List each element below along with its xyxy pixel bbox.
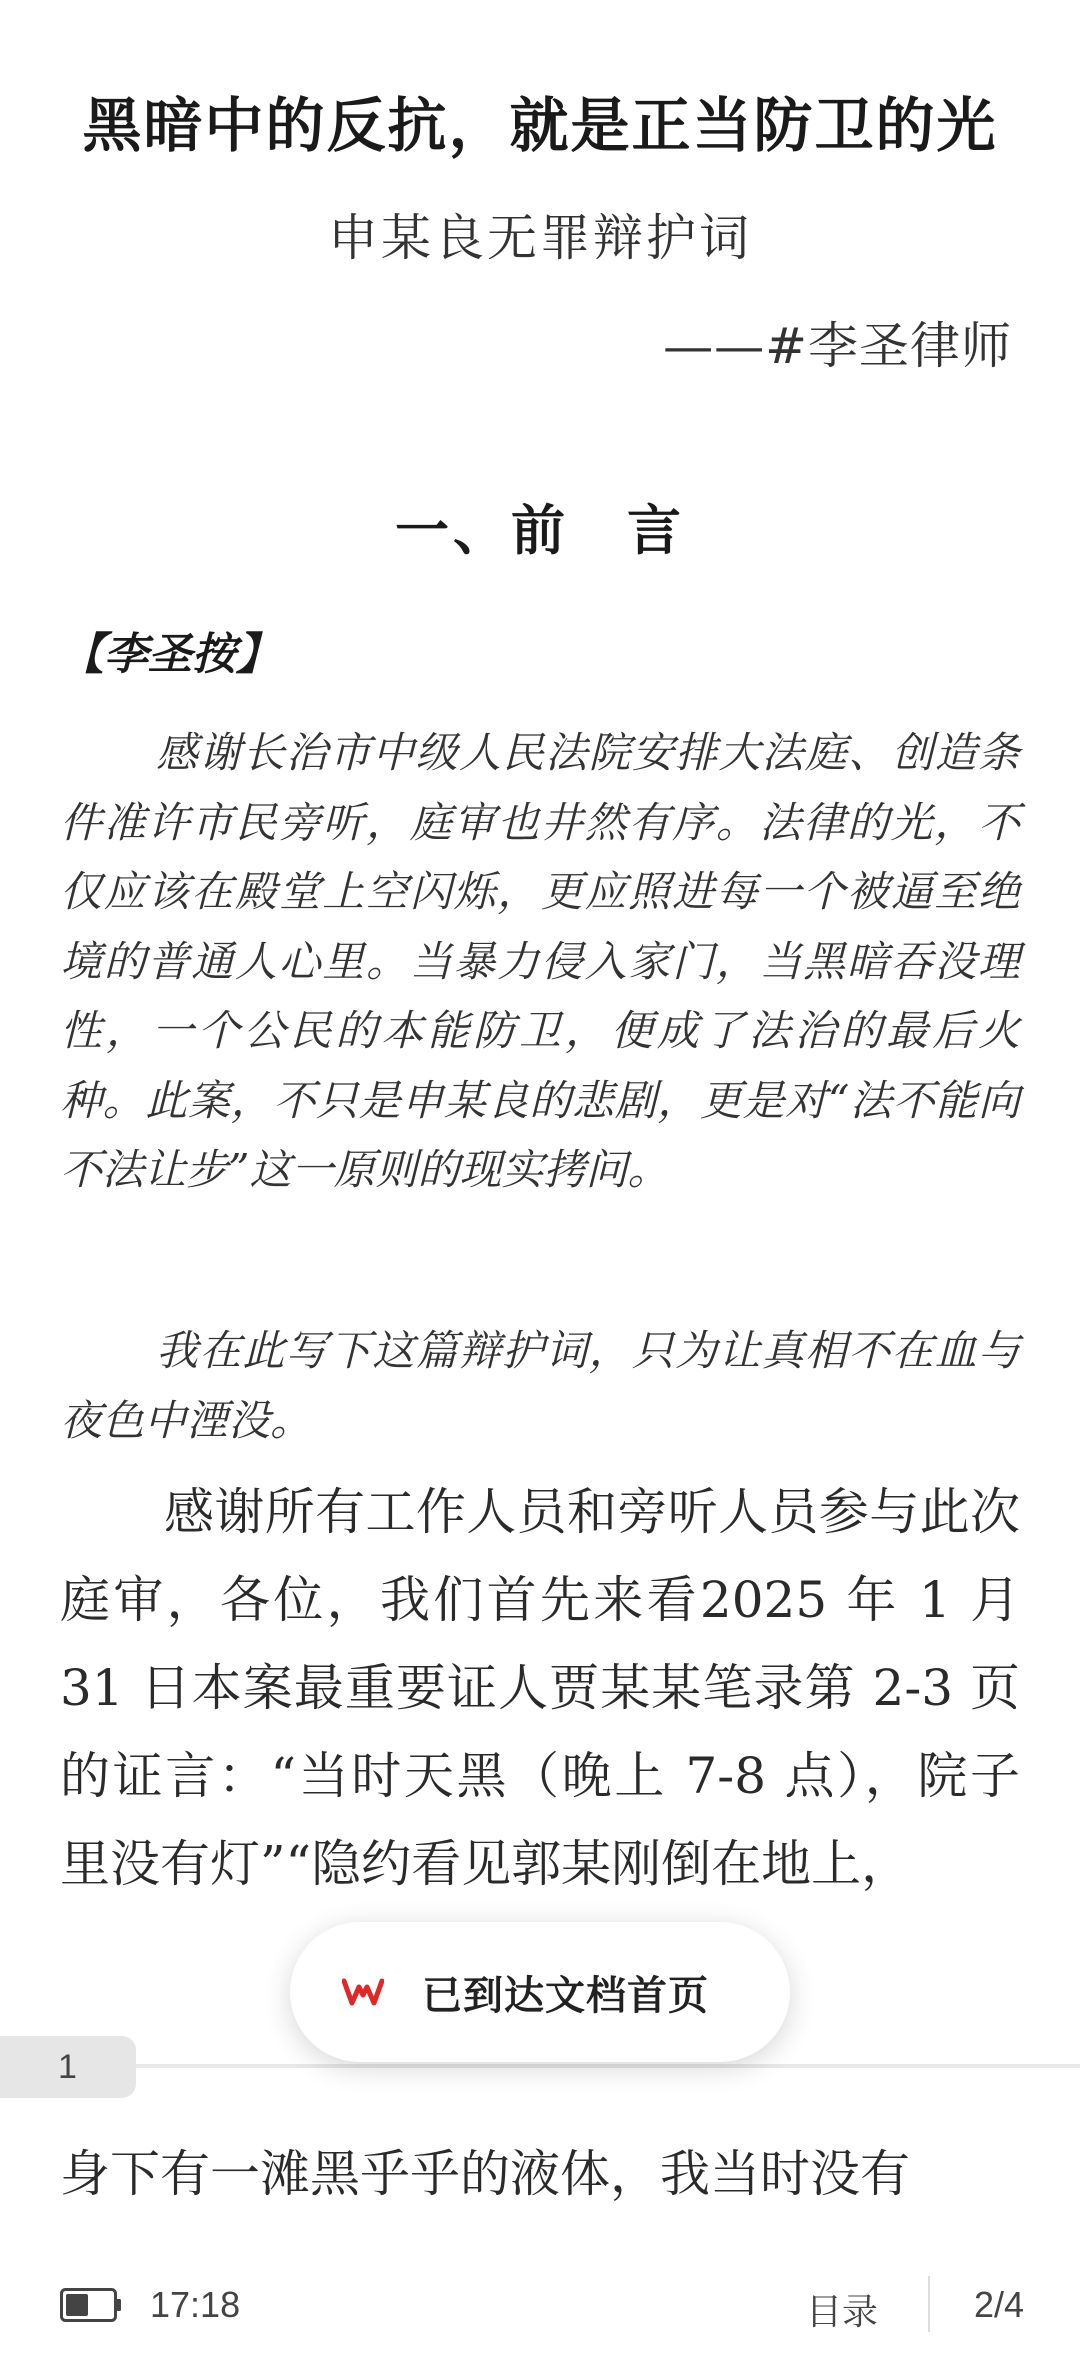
toast-text: 已到达文档首页 xyxy=(422,1973,709,2018)
body-paragraph: 感谢所有工作人员和旁听人员参与此次庭审，各位，我们首先来看2025 年 1 月 31 日本案最重要证人贾某某笔录第 2-3 页的证言：“当时天黑（晚上 7-8 点），院子里没有灯”“隐约看见郭某刚倒在地上， xyxy=(60,1483,1020,1893)
section-heading: 一、前 言 xyxy=(395,498,685,562)
document-title: 黑暗中的反抗，就是正当防卫的光 xyxy=(82,91,998,160)
italic-paragraph: 感谢长治市中级人民法院安排大法庭、创造条件准许市民旁听，庭审也井然有序。法律的光，不仅应该在殿堂上空闪烁，更应照进每一个被逼至绝境的普通人心里。当暴力侵入家门，当黑暗吞没理性，一个公民的本能防卫，便成了法治的最后火种。此案，不只是申某良的悲剧，更是对“法不能向不法让步”这一原则的现实拷问。 xyxy=(60,728,1020,1194)
battery-icon xyxy=(60,2288,122,2322)
page-divider xyxy=(0,2064,1080,2068)
page-number-tab: 1 xyxy=(0,2036,136,2098)
body-paragraph: 身下有一滩黑乎乎的液体，我当时没有 xyxy=(60,2145,910,2203)
reader-status-bar xyxy=(0,2250,1080,2360)
toast-notification xyxy=(290,1922,790,2062)
page-indicator: 2/4 xyxy=(974,2284,1025,2325)
status-time: 17:18 xyxy=(150,2284,241,2325)
note-label: 【李圣按】 xyxy=(60,629,280,680)
status-separator xyxy=(928,2276,930,2332)
document-subtitle: 申某良无罪辩护词 xyxy=(328,209,752,267)
italic-paragraph: 我在此写下这篇辩护词，只为让真相不在血与夜色中湮没。 xyxy=(60,1326,1020,1445)
toc-button[interactable]: 目录 xyxy=(806,2291,879,2332)
wps-logo-icon xyxy=(342,1971,384,2013)
document-author: ——#李圣律师 xyxy=(663,317,1012,375)
